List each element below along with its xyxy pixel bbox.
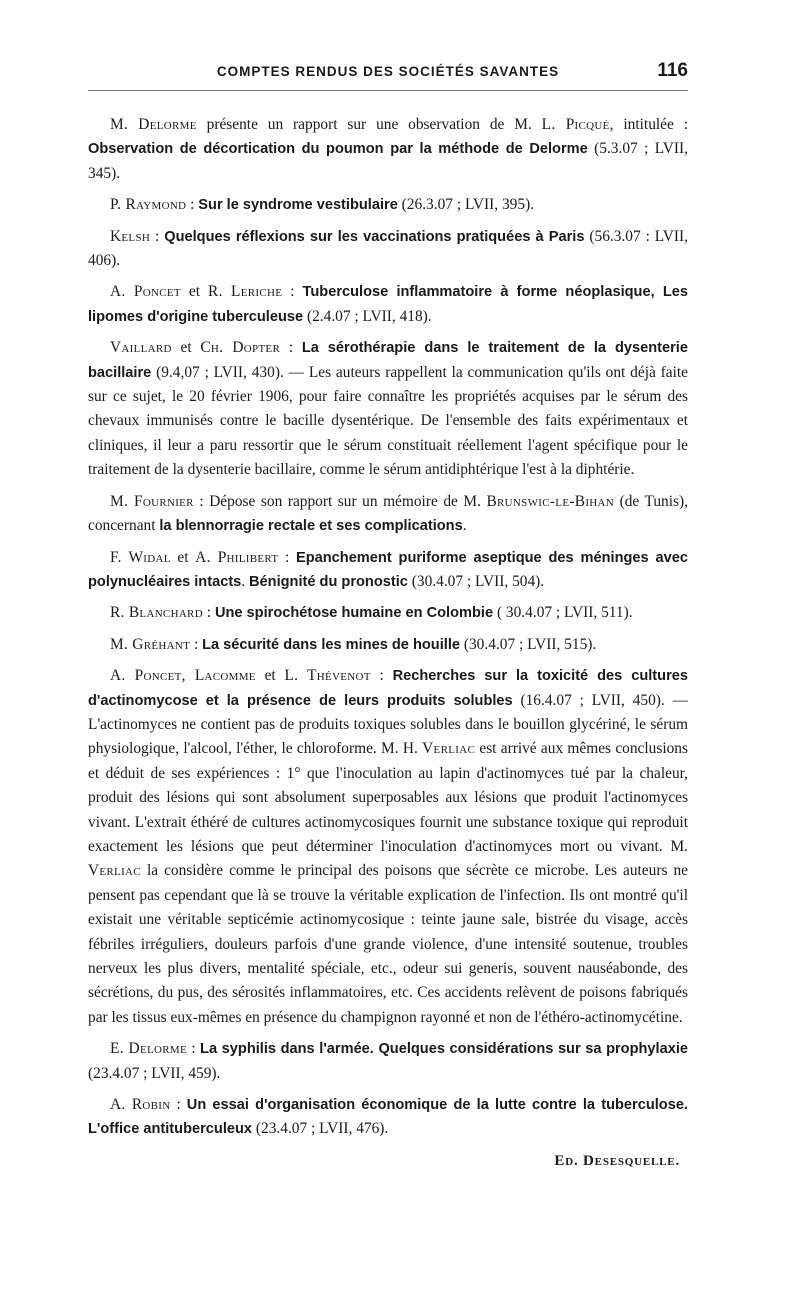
entry-author: Ch. Dopter — [200, 339, 281, 357]
entry-text: : — [186, 196, 199, 214]
entry-text: : — [202, 604, 215, 622]
entry-text: est arrivé aux mêmes conclusions et déduit de ses expériences : 1° que l'inoculation au lapin d'actinomyces tué par la chaleur, produit des lésions qui sont absolument superposables aux lésions que produit l'actinomyces vivant. L'extrait éthéré de cultures actinomycosiques fournit une substance toxique qui reproduit exactement les lésions que peut déterminer l'inoculation d'actinomyces mort ou vivant. M. — [88, 740, 688, 855]
entry — [88, 633, 688, 657]
entry-text: : Dépose son rapport sur un mémoire de M. — [193, 492, 487, 510]
entry-citation: (30.4.07 ; LVII, 515). — [460, 635, 597, 653]
entry — [88, 193, 688, 217]
entry-text: : — [280, 339, 302, 357]
entry-author: M. Fournier — [110, 492, 194, 510]
entry-title: Sur le syndrome vestibulaire — [198, 197, 398, 214]
entry-author: M. Gréhant — [110, 635, 191, 653]
entry-text: (de Tunis), concernant — [88, 492, 688, 535]
entry-author: E. Delorme — [110, 1040, 187, 1058]
entry — [88, 336, 688, 482]
entry-title: la blennorragie rectale et ses complications — [159, 518, 463, 535]
page-header — [88, 58, 688, 91]
entry-author: A. Robin — [110, 1096, 171, 1114]
entry-author: A. Poncet — [110, 283, 181, 301]
entry — [88, 1093, 688, 1142]
entry-text: . — [462, 517, 467, 535]
entry-title: La sécurité dans les mines de houille — [202, 636, 461, 653]
running-title: COMPTES RENDUS DES SOCIÉTÉS SAVANTES — [216, 64, 560, 79]
entry-citation: (56.3.07 : LVII, 406). — [88, 227, 688, 270]
entry-text: : — [186, 1040, 201, 1058]
entry — [88, 113, 688, 186]
entry-title: La sérothérapie dans le traitement de la dysenterie bacillaire — [88, 340, 688, 381]
entry-title: Recherches sur la toxicité des cultures d'actinomycose et la présence de leurs produits solubles — [88, 668, 688, 709]
entry-text: la considère comme le principal des poisons que sécrète ce microbe. Les auteurs ne pensent pas cependant que là se trouve la véritable explication de l'infection. Ils ont montré qu'il existait une véritable septicémie actinomycosique : teinte jaune sale, bistrée du visage, accès fébriles irréguliers, douleurs parfois d'une grande violence, d'une intensité soutenue, troubles nerveux les plus divers, mentalité spéciale, etc., odeur sui generis, souvent nauséabonde, des sécrétions, du pus, des sérosités inflammatoires, etc. Ces accidents relèvent de poisons fabriqués par les tissus eux-mêmes en présence du champignon rayonné et non de l'éthéro-actinomycétine. — [88, 862, 688, 1026]
entry — [88, 1037, 688, 1086]
entry-title: Tuberculose inflammatoire à forme néoplasique, Les lipomes d'origine tuberculeuse — [88, 284, 688, 325]
entry-title: Une spirochétose humaine en Colombie — [214, 605, 494, 622]
entry — [88, 546, 688, 595]
entry-author: Kelsh — [110, 227, 151, 245]
entry-text: : — [370, 667, 393, 685]
entry-title: Un essai d'organisation économique de la lutte contre la tuberculose. L'office antituberculeux — [88, 1097, 688, 1138]
entry-text: : — [278, 548, 296, 566]
entry-text: et — [170, 548, 196, 566]
entry — [88, 490, 688, 539]
entry — [88, 225, 688, 274]
entry-author: R. Leriche — [208, 283, 283, 301]
document-page — [88, 58, 688, 1173]
entry-text: : — [282, 283, 303, 301]
entry-author: A. Poncet, Lacomme — [110, 667, 256, 685]
entry-text: présente un rapport sur une observation de M. — [196, 116, 542, 133]
entry-author: L. Thévenot — [284, 667, 371, 685]
entry — [88, 280, 688, 329]
entry-author: Brunswic-le-Bihan — [486, 492, 615, 510]
entry-citation: (26.3.07 ; LVII, 395). — [397, 196, 535, 214]
entry-text: (9.4,07 ; LVII, 430). — Les auteurs rappellent la communication qu'ils ont déjà faite sur ce sujet, le 20 février 1906, pour faire connaître les propriétés acquises par le sérum des chevaux immunisés contre le bacille dysentérique. De l'ensemble des faits expérimentaux et cliniques, il leur a paru ressortir que le sérum constituait réellement l'agent spécifique pour le traitement de la dysenterie bacillaire, comme le sérum antidiphtérique l'est à la diphtérie. — [88, 363, 688, 479]
entry-text: . — [241, 572, 249, 590]
entry-text: et — [180, 283, 209, 301]
entry-author: R. Blanchard — [110, 604, 203, 622]
entry-citation: ( 30.4.07 ; LVII, 511). — [493, 604, 633, 622]
entry-citation: (2.4.07 ; LVII, 418). — [303, 307, 432, 325]
entry-text: et — [171, 339, 201, 357]
entry-citation: (5.3.07 ; LVII, 345). — [88, 140, 688, 182]
entries-list — [88, 113, 688, 1173]
entry-title: Bénignité du pronostic — [249, 573, 408, 590]
entry-text: : — [150, 227, 165, 245]
entry-title: Observation de décortication du poumon par la méthode de Delorme — [88, 141, 588, 158]
entry-author: L. Picqué — [541, 116, 610, 133]
entry — [88, 664, 688, 1030]
entry-text: et — [255, 667, 285, 685]
page-number: 116 — [657, 60, 688, 81]
entry-citation: (23.4.07 ; LVII, 476). — [252, 1120, 389, 1138]
entry-text: (16.4.07 ; LVII, 450). — L'actinomyces ne contient pas de produits toxiques solubles dans le bouillon glycériné, le sérum physiologique, l'alcool, l'éther, le chloroforme. M. H. — [88, 691, 688, 758]
entry-text: : — [190, 635, 203, 653]
entry-author: Verliac — [422, 740, 476, 758]
entry-author: P. Raymond — [110, 196, 187, 214]
entry-title: Epanchement puriforme aseptique des méninges avec polynucléaires intacts — [88, 549, 688, 590]
entry-title: La syphilis dans l'armée. Quelques considérations sur sa prophylaxie — [200, 1041, 688, 1058]
entry — [88, 601, 688, 625]
entry-author: Vaillard — [110, 339, 172, 357]
entry-author: F. Widal — [110, 548, 171, 566]
entry-author: Verliac — [88, 862, 141, 880]
entry-author: M. Delorme — [110, 116, 197, 133]
signature: Ed. Desesquelle. — [554, 1152, 680, 1169]
entry-citation: (23.4.07 ; LVII, 459). — [88, 1064, 221, 1082]
entry-author: A. Philibert — [195, 548, 279, 566]
entry-text: , intitulée : — [609, 116, 688, 133]
entry-citation: (30.4.07 ; LVII, 504). — [407, 572, 545, 590]
entry-text: : — [170, 1096, 187, 1114]
entry-title: Quelques réflexions sur les vaccinations pratiquées à Paris — [164, 228, 585, 245]
